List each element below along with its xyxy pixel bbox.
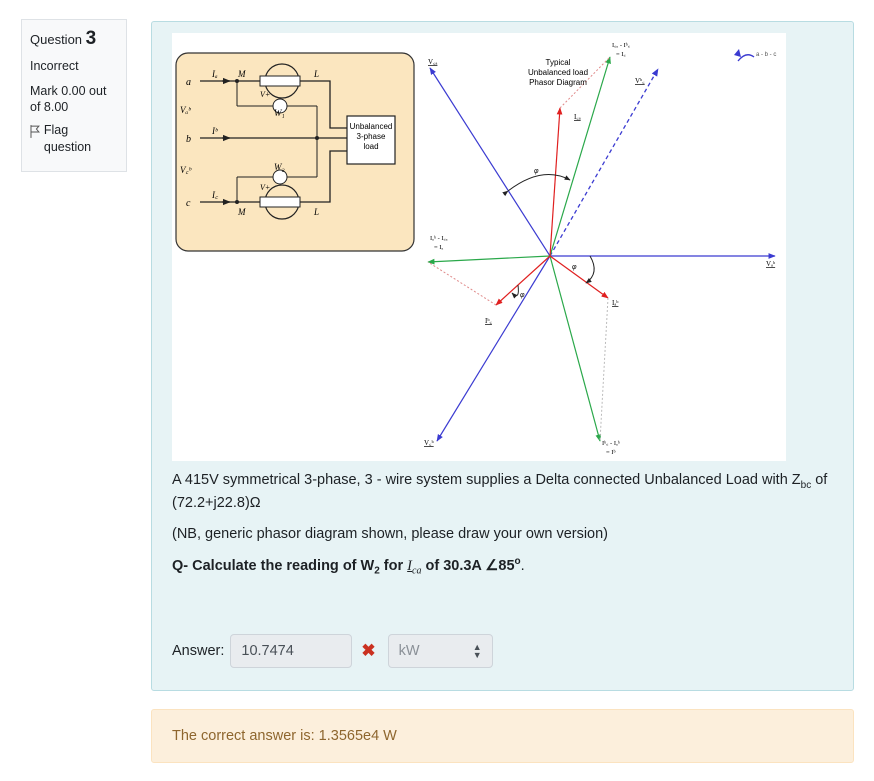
vab-circuit-label: Vₐᵇ (180, 105, 191, 115)
unit-select-value: kW (398, 643, 420, 659)
w1-label: W₁ (274, 108, 285, 118)
question-mark: Mark 0.00 out of 8.00 (30, 83, 107, 115)
vplus-label-2: V+ (260, 183, 271, 192)
load-label-line1: Unbalanced (349, 122, 393, 131)
question-paragraph-1: A 415V symmetrical 3-phase, 3 - wire system supplies a Delta connected Unbalanced Load with $Z_{bc}$ of (72.2+j22.8)Ω (172, 472, 828, 512)
question-number (30, 26, 118, 52)
w2-label: W₂ (274, 162, 285, 172)
ibc-label: Iᵇ꜀ (485, 317, 492, 325)
line-b-label: b (186, 134, 191, 145)
ib-label: Iᵇ (212, 126, 218, 136)
vcb-label: V꜀ᵇ (424, 439, 434, 447)
unit-select[interactable] (388, 634, 493, 668)
question-formulation (151, 21, 854, 691)
vab-label: Vₐᵇ (766, 260, 776, 268)
phasor-title-line3: Phasor Diagram (529, 78, 587, 87)
ic-label: I꜀ (212, 190, 219, 200)
circuit-and-phasor-diagram (172, 33, 786, 461)
vplus-label-1: V+ (260, 90, 271, 99)
ic-top-label-2: = I꜀ (616, 51, 626, 58)
line-a-label: a (186, 77, 191, 88)
answer-input[interactable]: 10.7474 (230, 634, 352, 668)
l-label-1: L (314, 69, 320, 79)
right-answer-feedback (151, 709, 854, 763)
line-c-label: c (186, 198, 191, 209)
m-label-2: M (238, 207, 246, 217)
question-figure (172, 33, 786, 461)
vcb-circuit-label: V꜀ᵇ (180, 165, 192, 175)
question-state: Incorrect (30, 58, 79, 73)
question-label: Question (30, 32, 83, 47)
flag-icon (30, 125, 40, 138)
question-info (21, 19, 127, 172)
iab-label: Iₐᵇ (612, 299, 619, 307)
m-label-1: M (238, 69, 246, 79)
l-label-2: L (314, 207, 320, 217)
ia-label: Iₐ (212, 69, 218, 79)
phasor-diagram (424, 42, 776, 456)
ia-left-label-1: Iₐᵇ - I꜀ₐ (430, 235, 448, 242)
ia-left-label-2: = Iₐ (434, 244, 444, 251)
wattmeter-circuit (176, 53, 414, 251)
phi-label-3: φ (520, 292, 525, 299)
phi-label-1: φ (534, 168, 539, 175)
phasor-title-line1: Typical (545, 58, 571, 67)
load-label-line2: 3-phase (356, 132, 386, 141)
ica-label: I꜀ₐ (574, 113, 581, 121)
flag-question-label: Flag question (43, 123, 92, 155)
question-number-value: 3 (85, 28, 97, 49)
select-arrows-icon: ▲ ▼ (472, 642, 482, 660)
question-paragraph-2: (NB, generic phasor diagram shown, please draw your own version) (172, 526, 609, 543)
vca-label: V꜀ₐ (428, 58, 438, 66)
phi-label-2: φ (572, 264, 577, 271)
flag-question-link[interactable] (30, 122, 118, 156)
answer-row (172, 634, 493, 668)
load-label-line3: load (363, 142, 379, 151)
incorrect-icon: ✖ (361, 641, 376, 660)
ib-bottom-label-1: Iᵇ꜀ - Iₐᵇ (602, 440, 620, 447)
ib-bottom-label-2: = Iᵇ (606, 449, 616, 456)
phasor-title-line2: Unbalanced load (527, 68, 589, 77)
sequence-label: a - b - c (756, 52, 777, 58)
correct-answer-text: The correct answer is: 1.3565e4 W (172, 728, 397, 744)
vbc-label: Vᵇ꜀ (635, 77, 645, 85)
ic-top-label-1: I꜀ₐ - Iᵇ꜀ (612, 42, 631, 49)
question-prompt: Q- Calculate the reading of $W_2$ for $I_{ca}$ of 30.3A ∠85$^o$. (172, 556, 525, 578)
question-text (172, 470, 832, 590)
answer-label: Answer: (172, 643, 225, 659)
